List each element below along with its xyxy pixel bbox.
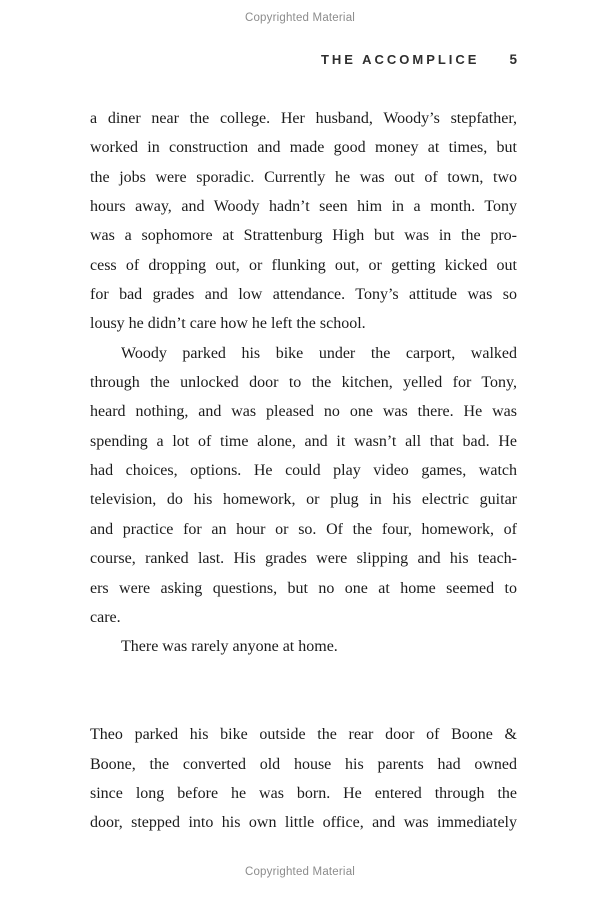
copyright-notice-top: Copyrighted Material	[244, 12, 356, 24]
text-line: course, ranked last. His grades were slipping and his teach-	[90, 550, 517, 568]
page-number: 5	[509, 52, 517, 67]
text-line: Boone, the converted old house his parents had owned	[90, 755, 517, 773]
paragraph	[90, 339, 517, 632]
text-line: heard nothing, and was pleased no one was there. He was	[90, 403, 517, 421]
text-line: hours away, and Woody hadn’t seen him in a month. Tony	[90, 198, 517, 216]
paragraph	[90, 104, 517, 339]
running-header	[90, 52, 517, 67]
text-line: ers were asking questions, but no one at home seemed to	[90, 579, 517, 597]
text-line: since long before he was born. He entered through the	[90, 784, 517, 802]
text-line: and practice for an hour or so. Of the four, homework, of	[90, 520, 517, 538]
text-line: for bad grades and low attendance. Tony’s attitude was so	[90, 286, 517, 304]
text-line: the jobs were sporadic. Currently he was out of town, two	[90, 168, 517, 186]
text-line: There was rarely anyone at home.	[121, 638, 338, 656]
text-line: a diner near the college. Her husband, Woody’s stepfather,	[90, 110, 517, 127]
text-line: through the unlocked door to the kitchen, yelled for Tony,	[90, 374, 517, 392]
text-line: worked in construction and made good money at times, but	[90, 139, 517, 157]
paragraph	[90, 632, 517, 661]
text-line: care.	[90, 608, 121, 626]
text-line: television, do his homework, or plug in his electric guitar	[90, 491, 517, 509]
text-line: cess of dropping out, or flunking out, or getting kicked out	[90, 256, 517, 274]
text-line: Theo parked his bike outside the rear door of Boone &	[90, 726, 517, 744]
page-body	[90, 104, 517, 838]
book-title: THE ACCOMPLICE	[320, 52, 480, 67]
text-line: was a sophomore at Strattenburg High but was in the pro-	[90, 227, 517, 245]
text-line: Woody parked his bike under the carport, walked	[121, 344, 517, 362]
paragraph	[90, 720, 517, 837]
text-line: lousy he didn’t care how he left the school.	[90, 315, 366, 333]
text-line: spending a lot of time alone, and it wasn’t all that bad. He	[90, 432, 517, 450]
text-line: door, stepped into his own little office, and was immediately	[90, 814, 517, 832]
copyright-notice-bottom: Copyrighted Material	[244, 866, 356, 878]
text-line: had choices, options. He could play video games, watch	[90, 462, 517, 480]
